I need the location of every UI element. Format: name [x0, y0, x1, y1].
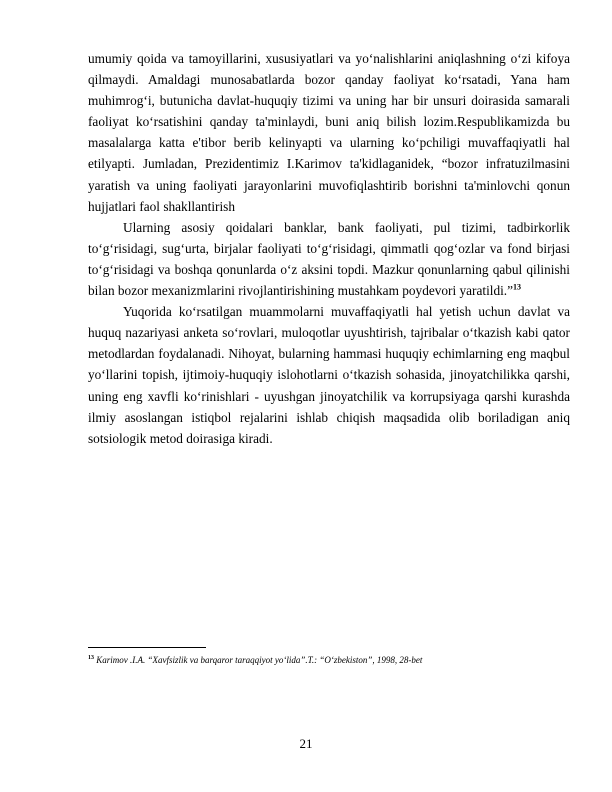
paragraph-1: umumiy qoida va tamoyillarini, xususiyatlari va yo‘nalishlarini aniqlashning o‘zi kifoya qilmaydi. Amaldagi munosabatlarda bozor qanday faoliyat ko‘rsatadi, Yana ham muhimrog‘i, butunicha davlat-huquqiy tizimi va uning har bir unsuri doirasida samarali faoliyat ko‘rsatishini qanday ta'minlaydi, buni aniq bilish lozim.Respublikamizda bu masalalarga katta e'tibor berib kelinyapti va ularning ko‘pchiligi muvaffaqiyatli hal etilyapti. Jumladan, Prezidentimiz I.Karimov ta'kidlaganidek, “bozor infratuzilmasini yaratish va uning faoliyati jarayonlarini muvofiqlashtirib borishni ta'minlovchi qonun hujjatlari faol shakllantirish [88, 51, 570, 214]
footnote-reference[interactable]: 13 [513, 282, 522, 292]
paragraph-2-text: Ularning asosiy qoidalari banklar, bank faoliyati, pul tizimi, tadbirkorlik to‘g‘risidagi, sug‘urta, birjalar faoliyati to‘g‘risidagi, qimmatli qog‘ozlar va fond birjasi to‘g‘risidagi va boshqa qonunlarda o‘z aksini topdi. Mazkur qonunlarning qabul qilinishi bilan bozor mexanizmlarini rivojlantirishining mustahkam poydevori yaratildi.” [88, 219, 570, 299]
document-body [88, 48, 570, 449]
page-number: 21 [299, 736, 313, 751]
paragraph-3: Yuqorida ko‘rsatilgan muammolarni muvaffaqiyatli hal yetish uchun davlat va huquq nazariyasi anketa so‘rovlari, muloqotlar uyushtirish, tajribalar o‘tkazish kabi qator metodlardan foydalanadi. Nihoyat, bularning hammasi huquqiy echimlarning eng maqbul yo‘llarini topish, ijtimoiy-huquqiy islohotlarni o‘tkazish sohasida, jinoyatchilikka qarshi, uning eng xavfli ko‘rinishlari - uyushgan jinoyatchilik va korrupsiyaga qarshi kurashda ilmiy asoslangan istiqbol rejalarini ishlab chiqish maqsadida olib boriladigan aniq sotsiologik metod doirasiga kiradi. [88, 304, 570, 446]
footnote-divider [88, 647, 206, 648]
footnote-text: Karimov .I.A. “Xavfsizlik va barqaror taraqqiyot yo‘lida”.T.: “O‘zbekiston”, 1998, 28-bet [96, 655, 423, 665]
paragraph-2 [88, 217, 570, 301]
footnote [88, 655, 570, 665]
footnote-marker: 13 [88, 655, 94, 661]
